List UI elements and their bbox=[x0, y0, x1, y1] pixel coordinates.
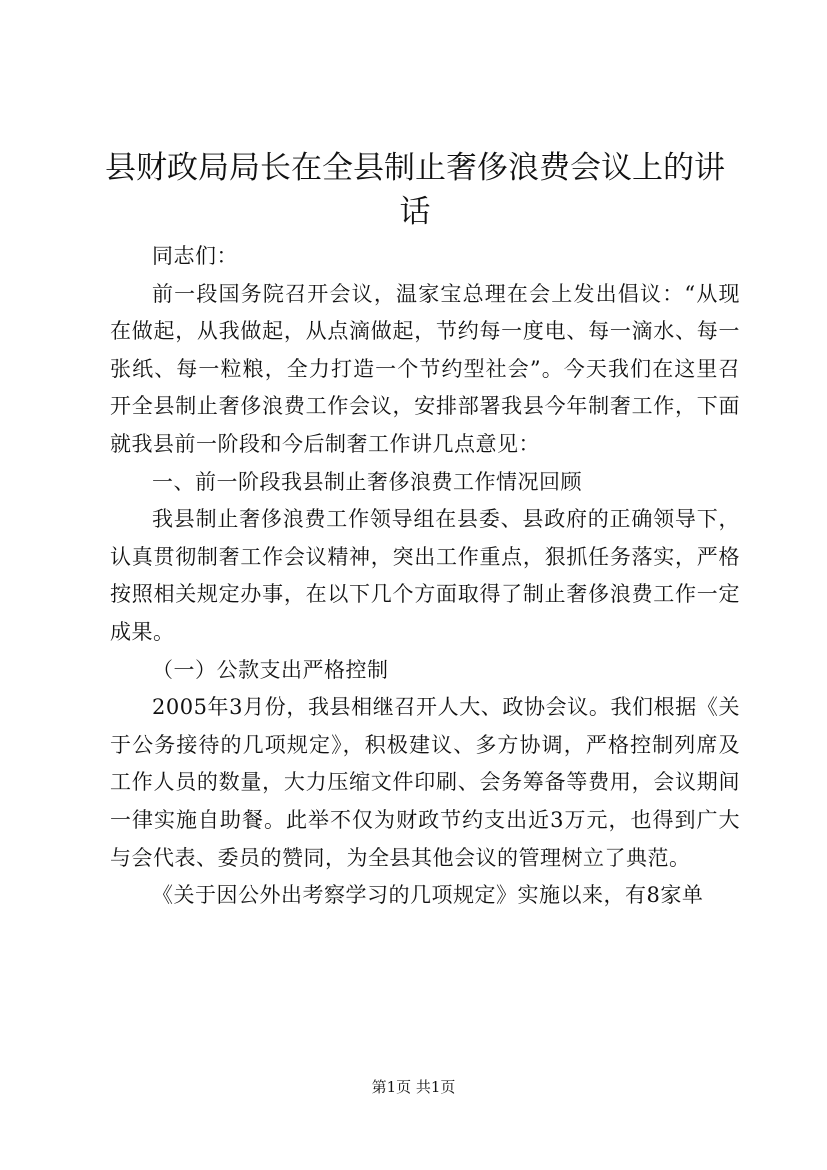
regulation-paragraph: 《关于因公外出考察学习的几项规定》实施以来，有8家单 bbox=[152, 883, 704, 908]
summary-paragraph: 我县制止奢侈浪费工作领导组在县委、县政府的正确领导下，认真贯彻制奢工作会议精神，突出工作重点，狠抓任务落实，严格按照相关规定办事，在以下几个方面取得了制止奢侈浪费工作一定成果。 bbox=[110, 507, 740, 644]
greeting-paragraph: 同志们： bbox=[152, 244, 238, 268]
page-footer: 第1页 共1页 bbox=[371, 1078, 456, 1096]
subsection-heading-1: （一）公款支出严格控制 bbox=[152, 657, 389, 682]
meeting-paragraph: 2005年3月份，我县相继召开人大、政协会议。我们根据《关于公务接待的几项规定》，积极建议、多方协调，严格控制列席及工作人员的数量，大力压缩文件印刷、会务筹备等费用，会议期间一律实施自助餐。此举不仅为财政节约支出近3万元，也得到广大与会代表、委员的赞同，为全县其他会议的管理树立了典范。 bbox=[110, 695, 740, 870]
intro-paragraph: 前一段国务院召开会议，温家宝总理在会上发出倡议：“从现在做起，从我做起，从点滴做起，节约每一度电、每一滴水、每一张纸、每一粒粮，全力打造一个节约型社会”。今天我们在这里召开全县制止奢侈浪费工作会议，安排部署我县今年制奢工作，下面就我县前一阶段和今后制奢工作讲几点意见： bbox=[110, 281, 740, 456]
section-heading-1: 一、前一阶段我县制止奢侈浪费工作情况回顾 bbox=[152, 469, 582, 494]
document-title: 县财政局局长在全县制止奢侈浪费会议上的讲话 bbox=[105, 150, 725, 230]
document-body bbox=[110, 238, 740, 915]
